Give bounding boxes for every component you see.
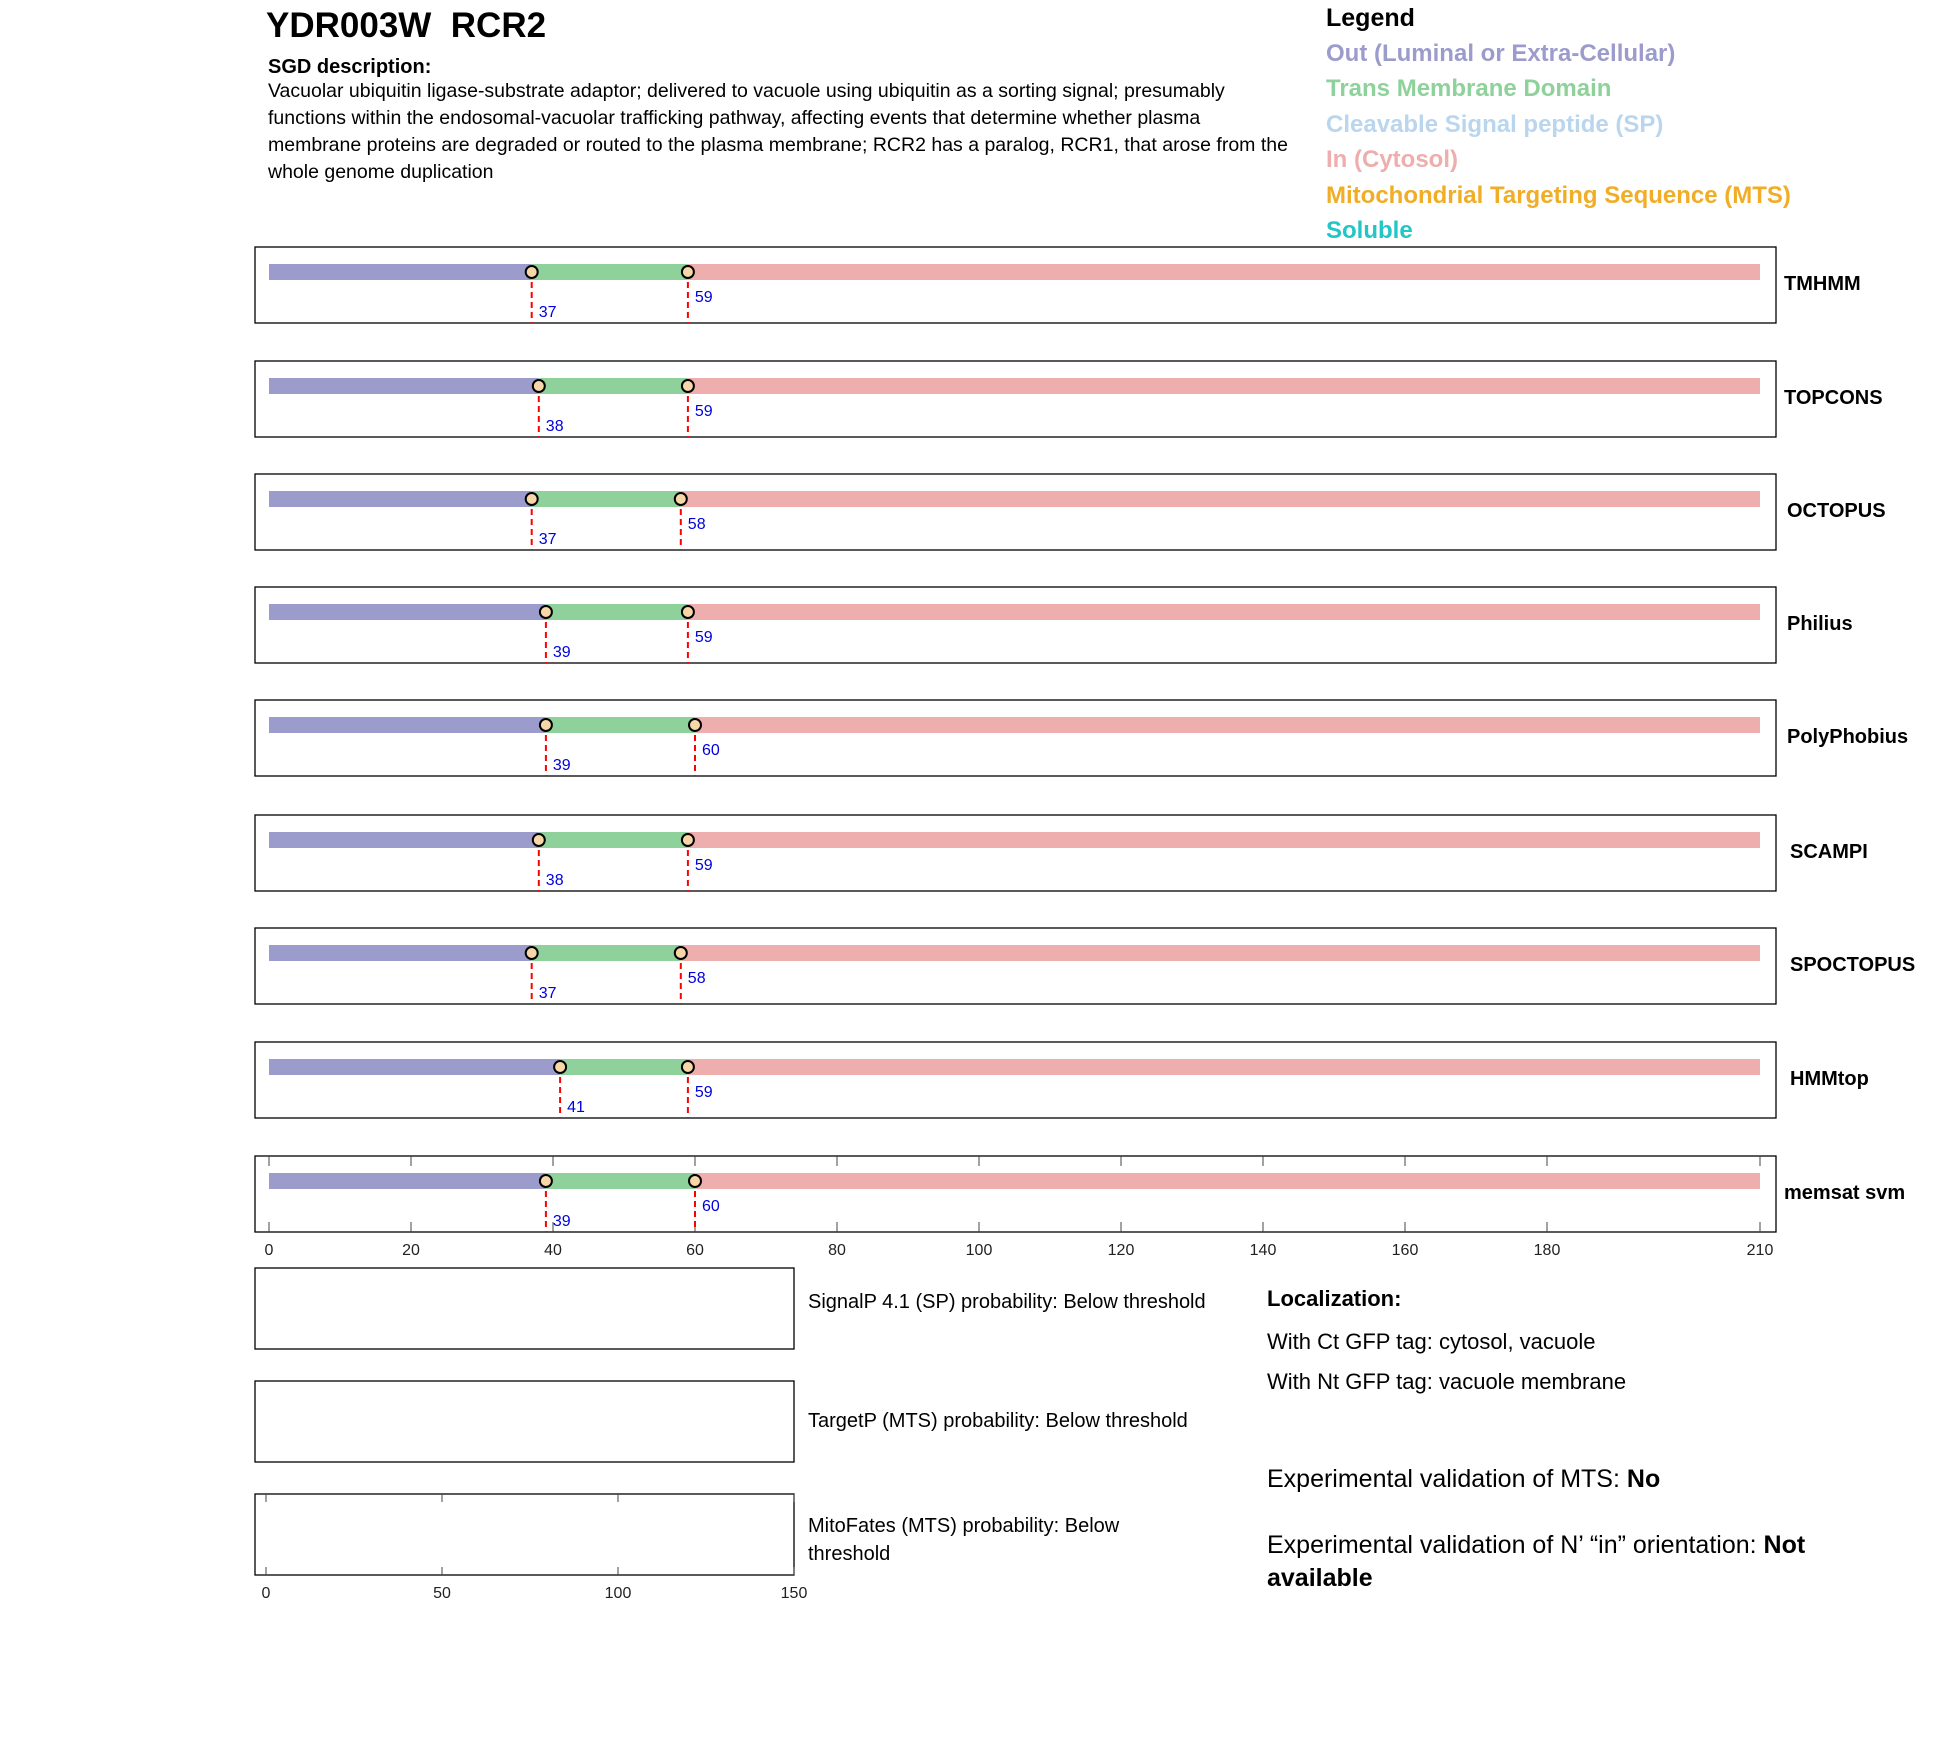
segment-in [688, 264, 1760, 280]
boundary-label: 59 [694, 403, 713, 420]
boundary-marker [526, 947, 538, 959]
probability-panel-box [255, 1381, 794, 1462]
boundary-label: 58 [687, 970, 706, 987]
targetp-label: TargetP (MTS) probability: Below threshold [808, 1410, 1188, 1432]
track-box [255, 361, 1776, 437]
x-tick-label: 80 [828, 1242, 846, 1259]
segment-tm [532, 264, 688, 280]
mts-validation-prefix: Experimental validation of MTS: [1267, 1465, 1627, 1493]
x-tick-label: 20 [402, 1242, 420, 1259]
segment-out [269, 832, 539, 848]
legend-out: Out (Luminal or Extra-Cellular) [1326, 40, 1676, 67]
boundary-label: 39 [552, 1213, 571, 1230]
boundary-label: 60 [702, 1198, 720, 1215]
description-text: Vacuolar ubiquitin ligase-substrate adaptor; delivered to vacuole using ubiquitin as a sorting signal; presumably functions within the endosomal-vacuolar trafficking pathway, affecting events that determine whether plasma membrane proteins are degraded or routed to the plasma membrane; RCR2 has a paralog, RCR1, that arose from the whole genome duplication [268, 80, 1288, 183]
boundary-marker [554, 1061, 566, 1073]
segment-tm [539, 378, 688, 394]
track-box [255, 587, 1776, 663]
boundary-marker [682, 834, 694, 846]
segment-tm [539, 832, 688, 848]
prob-x-tick-label: 0 [261, 1585, 271, 1602]
prob-x-tick-label: 150 [780, 1585, 808, 1602]
x-tick-label: 100 [965, 1242, 993, 1259]
boundary-label: 37 [538, 531, 557, 548]
boundary-marker [540, 606, 552, 618]
track-box [255, 815, 1776, 891]
x-tick-label: 160 [1391, 1242, 1419, 1259]
segment-in [688, 1059, 1760, 1075]
nin-validation-value: Not available [1267, 1531, 1806, 1592]
boundary-marker [682, 1061, 694, 1073]
probability-panel-box [255, 1494, 794, 1575]
legend-soluble: Soluble [1326, 217, 1413, 244]
track-label: Philius [1787, 613, 1853, 635]
boundary-label: 38 [545, 872, 564, 889]
boundary-marker [526, 266, 538, 278]
segment-out [269, 491, 532, 507]
segment-in [688, 832, 1760, 848]
prob-x-tick-label: 100 [604, 1585, 632, 1602]
boundary-marker [682, 606, 694, 618]
nin-validation [1267, 1529, 1857, 1595]
boundary-label: 59 [694, 857, 713, 874]
segment-out [269, 264, 532, 280]
legend-in: In (Cytosol) [1326, 146, 1458, 173]
localization-heading: Localization: [1267, 1286, 1402, 1311]
track-box [255, 1156, 1776, 1232]
probability-panel-box [255, 1268, 794, 1349]
boundary-label: 60 [702, 742, 720, 759]
segment-in [688, 378, 1760, 394]
mitofates-label: MitoFates (MTS) probability: Below threshold [808, 1515, 1120, 1565]
boundary-marker [689, 1175, 701, 1187]
segment-out [269, 717, 546, 733]
x-tick-label: 120 [1107, 1242, 1135, 1259]
track-label: memsat svm [1784, 1182, 1906, 1204]
boundary-marker [540, 719, 552, 731]
localization-ct: With Ct GFP tag: cytosol, vacuole [1267, 1329, 1596, 1354]
mts-validation [1267, 1463, 1857, 1496]
boundary-label: 59 [694, 289, 713, 306]
boundary-marker [682, 266, 694, 278]
boundary-marker [689, 719, 701, 731]
description-label: SGD description: [268, 56, 432, 78]
boundary-label: 37 [538, 985, 557, 1002]
track-label: HMMtop [1790, 1068, 1869, 1090]
boundary-marker [675, 493, 687, 505]
segment-tm [532, 945, 681, 961]
boundary-marker [533, 380, 545, 392]
segment-tm [546, 604, 688, 620]
x-tick-label: 180 [1533, 1242, 1561, 1259]
legend-sp: Cleavable Signal peptide (SP) [1326, 111, 1664, 138]
track-label: OCTOPUS [1787, 500, 1886, 522]
boundary-label: 37 [538, 304, 557, 321]
boundary-label: 58 [687, 516, 706, 533]
segment-out [269, 604, 546, 620]
boundary-label: 39 [552, 757, 571, 774]
track-label: SPOCTOPUS [1790, 954, 1916, 976]
mts-validation-value: No [1626, 1465, 1661, 1493]
boundary-marker [540, 1175, 552, 1187]
boundary-marker [682, 380, 694, 392]
x-tick-label: 60 [686, 1242, 704, 1259]
boundary-label: 59 [694, 1084, 713, 1101]
legend-mts: Mitochondrial Targeting Sequence (MTS) [1326, 182, 1791, 209]
x-tick-label: 210 [1746, 1242, 1774, 1259]
track-box [255, 474, 1776, 550]
segment-tm [560, 1059, 688, 1075]
segment-in [695, 1173, 1760, 1189]
track-label: PolyPhobius [1787, 726, 1909, 748]
legend-title: Legend [1326, 4, 1415, 32]
segment-out [269, 1173, 546, 1189]
boundary-label: 39 [552, 644, 571, 661]
boundary-label: 38 [545, 418, 564, 435]
track-label: TOPCONS [1784, 387, 1883, 409]
segment-out [269, 378, 539, 394]
legend-tm: Trans Membrane Domain [1326, 75, 1612, 102]
x-tick-label: 140 [1249, 1242, 1277, 1259]
boundary-marker [675, 947, 687, 959]
x-tick-label: 0 [264, 1242, 274, 1259]
segment-in [695, 717, 1760, 733]
x-tick-label: 40 [544, 1242, 562, 1259]
track-box [255, 928, 1776, 1004]
segment-tm [546, 1173, 695, 1189]
boundary-marker [533, 834, 545, 846]
track-label: TMHMM [1784, 273, 1861, 295]
segment-in [681, 945, 1760, 961]
page-title: YDR003W RCR2 [266, 6, 547, 45]
nin-validation-prefix: Experimental validation of N’ “in” orientation: [1267, 1531, 1764, 1559]
boundary-label: 41 [567, 1099, 585, 1116]
segment-out [269, 1059, 560, 1075]
localization-nt: With Nt GFP tag: vacuole membrane [1267, 1369, 1627, 1394]
segment-out [269, 945, 532, 961]
segment-tm [546, 717, 695, 733]
track-box [255, 700, 1776, 776]
boundary-label: 59 [694, 629, 713, 646]
segment-tm [532, 491, 681, 507]
segment-in [688, 604, 1760, 620]
track-box [255, 1042, 1776, 1118]
track-box [255, 247, 1776, 323]
track-label: SCAMPI [1790, 841, 1868, 863]
prob-x-tick-label: 50 [433, 1585, 451, 1602]
boundary-marker [526, 493, 538, 505]
segment-in [681, 491, 1760, 507]
signalp-label: SignalP 4.1 (SP) probability: Below threshold [808, 1291, 1206, 1313]
